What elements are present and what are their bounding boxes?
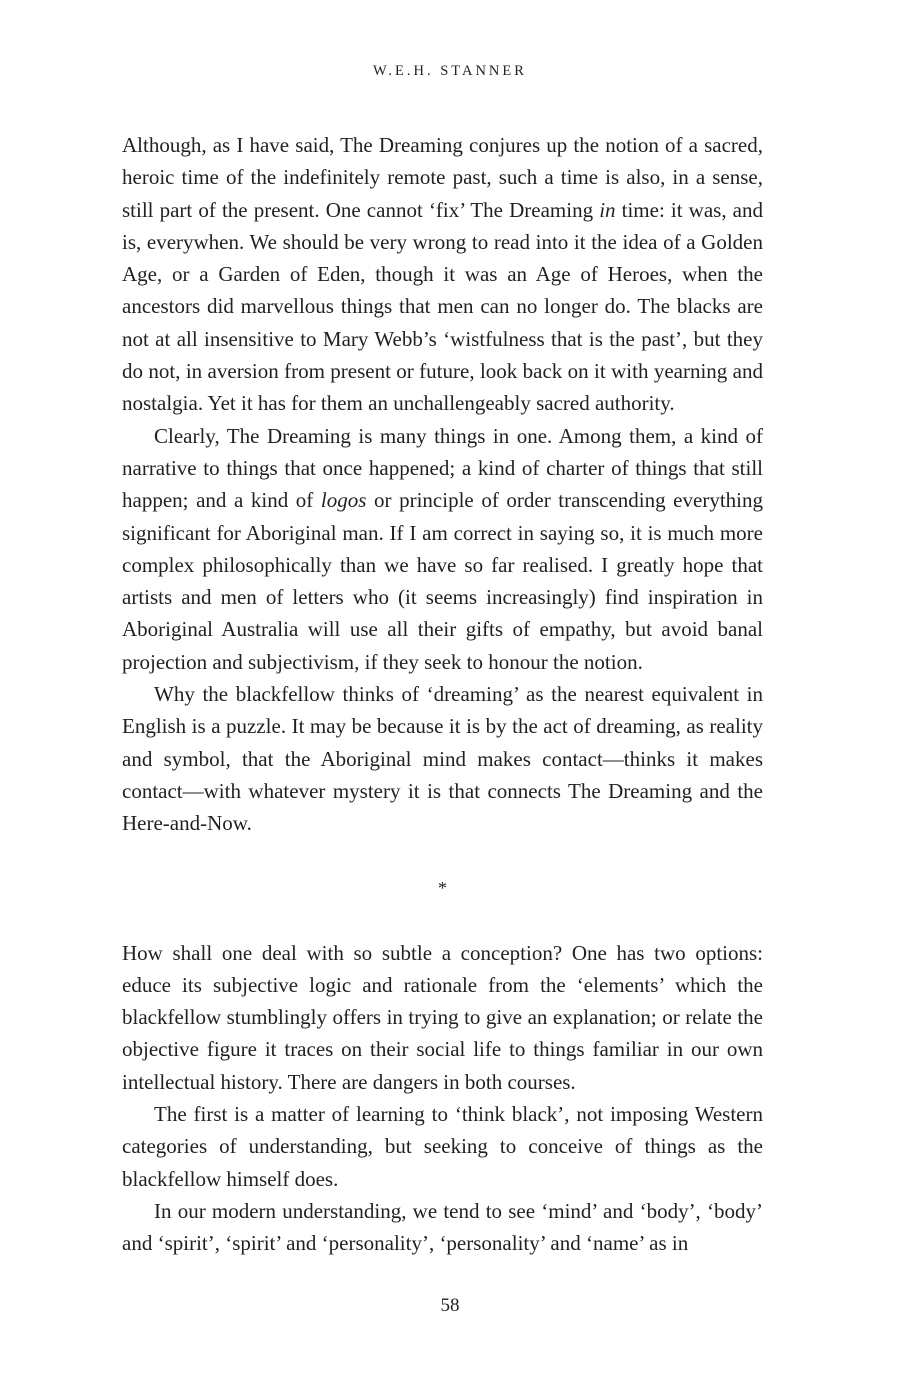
paragraph-2-text-a: Clearly, The Dreaming is many things in one. Among them, a kind of narrative to things that once happened; a kind of charter of things that still happen; and a kind of	[122, 423, 763, 513]
running-head: W.E.H. STANNER	[373, 63, 527, 79]
paragraph-1-text-a: Although, as I have said, The Dreaming conjures up the notion of a sacred, heroic time of the indefinitely remote past, such a time is also, in a sense, still part of the present. One cannot ‘fix’ The Dreaming	[122, 133, 763, 222]
paragraph-2-text-b: or principle of order transcending everything significant for Aboriginal man. If I am correct in saying so, it is much more complex philosophically than we have so far realised. I greatly hope that artists and men of letters who (it seems increasingly) find inspiration in Aboriginal Australia will use all their gifts of empathy, but avoid banal projection and subjectivism, if they seek to honour the notion.	[122, 488, 763, 674]
paragraph-6: In our modern understanding, we tend to see ‘mind’ and ‘body’, ‘body’ and ‘spirit’, ‘spirit’ and ‘personality’, ‘personality’ and ‘name’ as in	[122, 1198, 763, 1256]
section-break-asterisk: *	[438, 877, 447, 898]
body-text	[122, 129, 763, 1260]
paragraph-3: Why the blackfellow thinks of ‘dreaming’ as the nearest equivalent in English is a puzzle. It may be because it is by the act of dreaming, as reality and symbol, that the Aboriginal mind makes contact—thinks it makes contact—with whatever mystery it is that connects The Dreaming and the Here-and-Now.	[122, 682, 763, 836]
paragraph-2	[122, 420, 763, 678]
paragraph-1	[122, 129, 763, 420]
emphasis-in: in	[599, 197, 616, 222]
emphasis-logos: logos	[320, 488, 367, 513]
paragraph-1-text-b: time: it was, and is, everywhen. We should be very wrong to read into it the idea of a Golden Age, or a Garden of Eden, though it was an Age of Heroes, when the ancestors did marvellous things that men can no longer do. The blacks are not at all insensitive to Mary Webb’s ‘wistfulness that is the past’, but they do not, in aversion from present or future, look back on it with yearning and nostalgia. Yet it has for them an unchallengeably sacred authority.	[122, 197, 763, 416]
page-number: 58	[440, 1295, 460, 1316]
paragraph-5: The first is a matter of learning to ‘think black’, not imposing Western categories of understanding, but seeking to conceive of things as the blackfellow himself does.	[122, 1102, 763, 1191]
paragraph-4: How shall one deal with so subtle a conception? One has two options: educe its subjective logic and rationale from the ‘elements’ which the blackfellow stumblingly offers in trying to give an explanation; or relate the objective figure it traces on their social life to things familiar in our own intellectual history. There are dangers in both courses.	[122, 940, 763, 1094]
